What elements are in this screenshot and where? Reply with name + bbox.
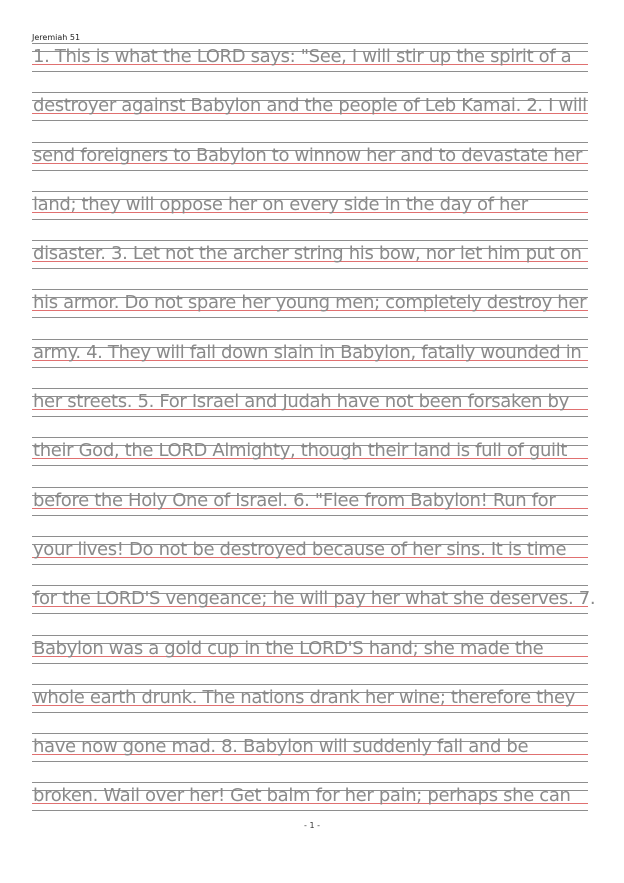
descender-rule bbox=[32, 317, 588, 318]
practice-line bbox=[32, 733, 588, 782]
descender-rule bbox=[32, 120, 588, 121]
top-rule bbox=[32, 536, 588, 537]
practice-line bbox=[32, 339, 588, 388]
practice-line bbox=[32, 289, 588, 338]
trace-text: his armor. Do not spare her young men; completely destroy her bbox=[33, 292, 587, 314]
descender-rule bbox=[32, 367, 588, 368]
trace-text: 1. This is what the LORD says: "See, I will stir up the spirit of a bbox=[33, 46, 572, 67]
top-rule bbox=[32, 191, 588, 192]
top-rule bbox=[32, 437, 588, 438]
descender-rule bbox=[32, 465, 588, 466]
top-rule bbox=[32, 240, 588, 241]
descender-rule bbox=[32, 613, 588, 614]
practice-line bbox=[32, 536, 588, 585]
descender-rule bbox=[32, 515, 588, 516]
trace-text: land; they will oppose her on every side in the day of her bbox=[33, 193, 528, 215]
practice-line bbox=[32, 684, 588, 733]
descender-rule bbox=[32, 71, 588, 72]
handwriting-practice-sheet bbox=[32, 43, 596, 832]
practice-line bbox=[32, 487, 588, 536]
trace-text: your lives! Do not be destroyed because of her sins. It is time bbox=[33, 538, 567, 560]
trace-text: disaster. 3. Let not the archer string his bow, nor let him put on bbox=[33, 243, 582, 265]
trace-text: Babylon was a gold cup in the LORD'S hand; she made the bbox=[33, 637, 544, 659]
top-rule bbox=[32, 289, 588, 290]
page-number: - 1 - bbox=[304, 821, 320, 830]
trace-text: send foreigners to Babylon to winnow her and to devastate her bbox=[33, 144, 583, 166]
top-rule bbox=[32, 487, 588, 488]
trace-text: whole earth drunk. The nations drank her wine; therefore they bbox=[33, 686, 575, 708]
practice-line bbox=[32, 240, 588, 289]
trace-text: their God, the LORD Almighty, though their land is full of guilt bbox=[33, 440, 568, 462]
practice-line bbox=[32, 388, 588, 437]
page-header: Jeremiah 51 bbox=[32, 33, 81, 42]
trace-text: army. 4. They will fall down slain in Babylon, fatally wounded in bbox=[33, 341, 582, 363]
top-rule bbox=[32, 142, 588, 143]
trace-text: for the LORD'S vengeance; he will pay her what she deserves. 7. bbox=[33, 588, 596, 610]
top-rule bbox=[32, 733, 588, 734]
top-rule bbox=[32, 339, 588, 340]
descender-rule bbox=[32, 268, 588, 269]
top-rule bbox=[32, 585, 588, 586]
descender-rule bbox=[32, 416, 588, 417]
practice-line bbox=[32, 43, 588, 92]
practice-line bbox=[32, 437, 588, 486]
trace-text: her streets. 5. For Israel and Judah have not been forsaken by bbox=[33, 391, 569, 413]
descender-rule bbox=[32, 663, 588, 664]
descender-rule bbox=[32, 810, 588, 811]
practice-line bbox=[32, 635, 588, 684]
top-rule bbox=[32, 43, 588, 44]
trace-text: destroyer against Babylon and the people of Leb Kamai. 2. I will bbox=[33, 95, 587, 117]
practice-line bbox=[32, 92, 588, 141]
top-rule bbox=[32, 92, 588, 93]
practice-line bbox=[32, 142, 588, 191]
descender-rule bbox=[32, 219, 588, 220]
descender-rule bbox=[32, 170, 588, 171]
trace-text: have now gone mad. 8. Babylon will suddenly fall and be bbox=[33, 736, 529, 758]
top-rule bbox=[32, 388, 588, 389]
top-rule bbox=[32, 635, 588, 636]
trace-text: broken. Wail over her! Get balm for her pain; perhaps she can bbox=[33, 785, 571, 807]
descender-rule bbox=[32, 564, 588, 565]
practice-line bbox=[32, 585, 596, 634]
practice-line bbox=[32, 191, 588, 240]
top-rule bbox=[32, 684, 588, 685]
descender-rule bbox=[32, 761, 588, 762]
top-rule bbox=[32, 782, 588, 783]
trace-text: before the Holy One of Israel. 6. "Flee from Babylon! Run for bbox=[33, 489, 556, 511]
descender-rule bbox=[32, 712, 588, 713]
